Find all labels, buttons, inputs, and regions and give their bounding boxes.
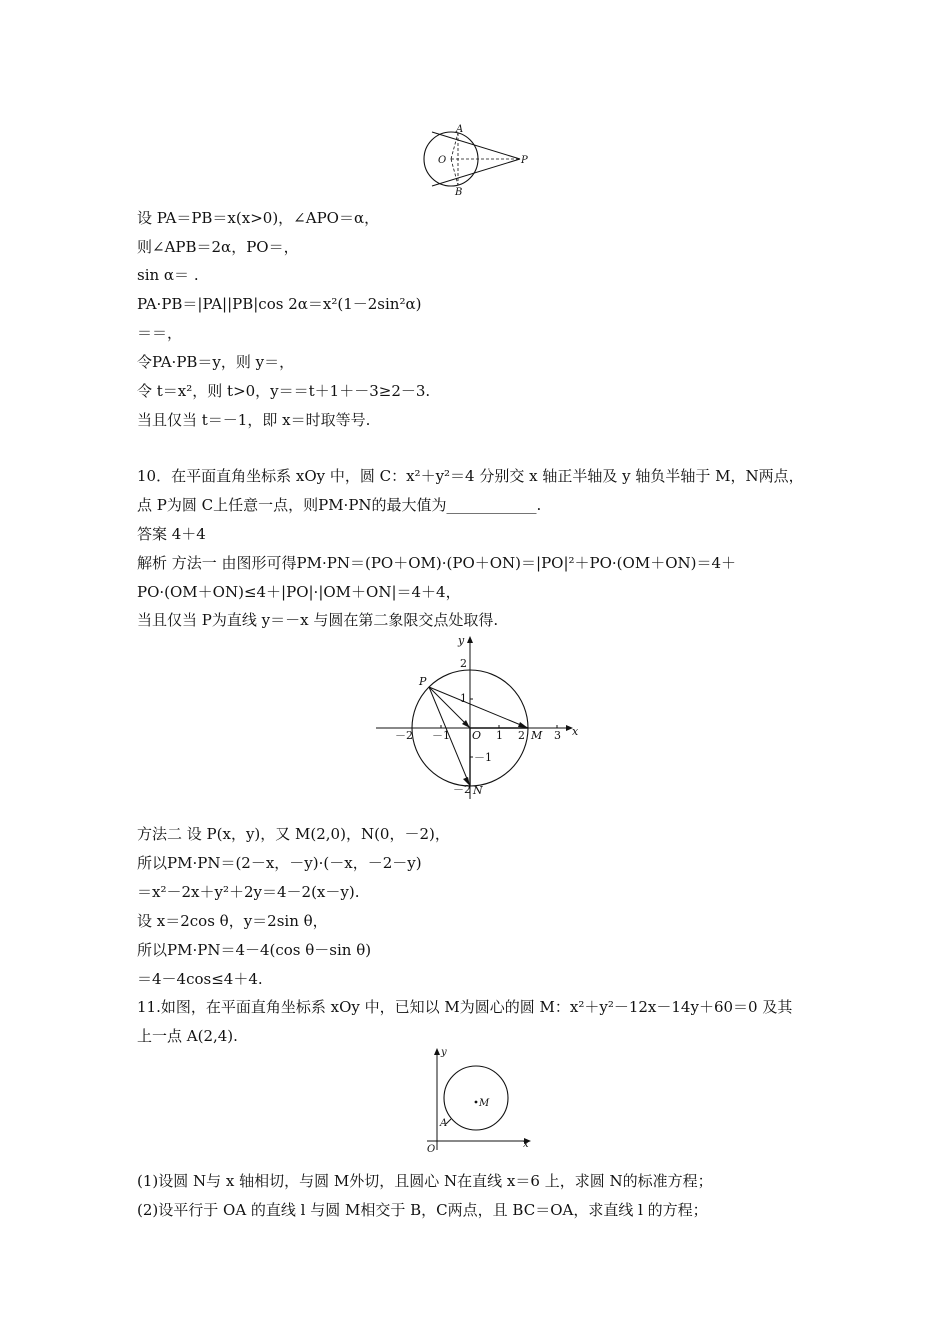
axis-label-x: x	[572, 725, 578, 738]
solution-line-4: PA·PB＝|PA||PB|cos 2α＝x²(1－2sin²α)	[137, 295, 422, 313]
solution-line-5: ＝＝，	[137, 324, 183, 342]
tick-label-y-1: 1	[460, 692, 467, 705]
y-axis-arrow	[434, 1048, 440, 1055]
axis-label-x: x	[523, 1139, 529, 1150]
tick-label-x-3: 3	[554, 729, 561, 742]
method2-line-1: 方法二 设 P(x，y)，又 M(2,0)，N(0，－2)，	[137, 825, 450, 843]
q10-analysis-2: PO·(OM＋ON)≤4＋|PO|·|OM＋ON|＝4＋4，	[137, 583, 461, 601]
label-a: A	[440, 1118, 448, 1129]
segment-oa	[451, 133, 458, 159]
label-b: B	[455, 187, 463, 198]
label-p: P	[521, 155, 528, 166]
q10-answer: 答案 4＋4	[137, 525, 206, 543]
point-label-p: P	[419, 675, 427, 688]
q11-part-2: (2)设平行于 OA 的直线 l 与圆 M相交于 B，C两点，且 BC＝OA，求直线 l 的方程；	[137, 1201, 708, 1219]
tick-label-y-m1: －1	[474, 751, 492, 764]
tangent-figure	[418, 122, 534, 198]
center-m-dot	[475, 1101, 478, 1104]
circle-m	[444, 1066, 508, 1130]
point-label-n: N	[473, 784, 483, 797]
solution-line-8: 当且仅当 t＝－1，即 x＝时取等号.	[137, 411, 371, 429]
method2-line-2: 所以PM·PN＝(2－x，－y)·(－x，－2－y)	[137, 854, 422, 872]
q10-text-2: 点 P为圆 C上任意一点，则PM·PN的最大值为____________.	[137, 496, 542, 514]
q11-text-1: 11.如图，在平面直角坐标系 xOy 中，已知以 M为圆心的圆 M：x²＋y²－12x－14y＋60＝0 及其	[137, 998, 793, 1016]
tick-label-x-2: 2	[518, 729, 525, 742]
tick-label-y-2: 2	[460, 657, 467, 670]
solution-line-2: 则∠APB＝2α，PO＝，	[137, 238, 299, 256]
tick-label-x-1: 1	[496, 729, 503, 742]
solution-line-6: 令PA·PB＝y，则 y＝，	[137, 353, 295, 371]
tick-label-x-m1: －1	[432, 729, 450, 742]
method2-line-5: 所以PM·PN＝4－4(cos θ－sin θ)	[137, 941, 372, 959]
point-label-m: M	[531, 729, 543, 742]
segment-ob	[451, 159, 458, 185]
label-origin: O	[472, 729, 482, 742]
q10-text-1: 10．在平面直角坐标系 xOy 中，圆 C：x²＋y²＝4 分别交 x 轴正半轴及 y 轴负半轴于 M，N两点，	[137, 467, 804, 485]
circle-coordinate-figure	[374, 633, 578, 801]
label-o: O	[438, 155, 447, 166]
axis-label-y: y	[458, 634, 465, 647]
solution-line-7: 令 t＝x²，则 t>0，y＝＝t＋1＋－3≥2－3.	[137, 382, 431, 400]
solution-line-1: 设 PA＝PB＝x(x>0)，∠APO＝α，	[137, 209, 380, 227]
solution-line-3: sin α＝ .	[137, 266, 199, 284]
label-origin: O	[427, 1144, 436, 1155]
circle-m-figure	[421, 1046, 535, 1160]
axis-label-y: y	[441, 1047, 447, 1058]
label-a: A	[456, 124, 464, 135]
method2-line-3: ＝x²－2x＋y²＋2y＝4－2(x－y).	[137, 883, 360, 901]
q11-text-2: 上一点 A(2,4).	[137, 1027, 238, 1045]
tick-label-x-m2: －2	[395, 729, 413, 742]
q11-part-1: (1)设圆 N与 x 轴相切，与圆 M外切，且圆心 N在直线 x＝6 上，求圆 N的标准方程；	[137, 1172, 713, 1190]
q10-analysis-3: 当且仅当 P为直线 y＝－x 与圆在第二象限交点处取得.	[137, 611, 499, 629]
y-axis-arrow	[467, 636, 473, 643]
method2-line-6: ＝4－4cos≤4＋4.	[137, 970, 263, 988]
label-m: M	[479, 1098, 490, 1109]
arrow-pm	[518, 722, 528, 728]
method2-line-4: 设 x＝2cos θ，y＝2sin θ，	[137, 912, 328, 930]
tick-label-y-m2: －2	[453, 783, 471, 796]
q10-analysis-1: 解析 方法一 由图形可得PM·PN＝(PO＋OM)·(PO＋ON)＝|PO|²＋PO·(OM＋ON)＝4＋	[137, 554, 737, 572]
